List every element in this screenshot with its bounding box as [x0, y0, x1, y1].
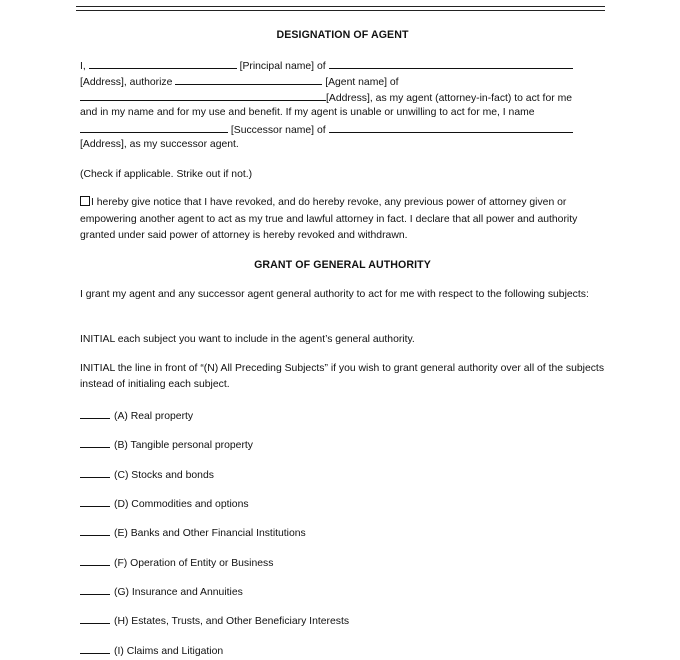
principal-address-field[interactable]: [329, 57, 573, 69]
principal-prefix: I,: [80, 61, 86, 72]
subject-item: [80, 495, 249, 513]
subject-item: [80, 612, 349, 630]
revocation-checkbox[interactable]: [80, 196, 90, 206]
initial-field[interactable]: [80, 612, 110, 624]
address-authorize-label: [Address], authorize: [80, 77, 173, 88]
grant-heading: GRANT OF GENERAL AUTHORITY: [254, 259, 431, 271]
top-rule: [76, 6, 605, 7]
initial-field[interactable]: [80, 583, 110, 595]
subject-item: [80, 466, 214, 484]
successor-address-line: [Address], as my successor agent.: [80, 139, 239, 150]
principal-name-field[interactable]: [89, 57, 237, 69]
revocation-paragraph: [80, 195, 605, 245]
subject-label: (G) Insurance and Annuities: [114, 587, 243, 598]
subject-label: (H) Estates, Trusts, and Other Beneficiary Interests: [114, 616, 350, 627]
initial-each-instruction: INITIAL each subject you want to include in the agent’s general authority.: [80, 334, 415, 345]
grant-intro: I grant my agent and any successor agent general authority to act for me with respect to the following subjects:: [80, 289, 589, 300]
subject-item: [80, 407, 193, 425]
subject-label: (E) Banks and Other Financial Institutions: [114, 528, 306, 539]
top-rule-double: [76, 10, 605, 11]
agent-name-field[interactable]: [175, 73, 322, 85]
agent-address-field[interactable]: [80, 89, 326, 101]
subject-label: (I) Claims and Litigation: [114, 646, 224, 657]
subject-item: [80, 524, 306, 542]
subject-item: [80, 554, 273, 572]
agent-address-label: [Address], as my agent (attorney-in-fact) to act for me: [326, 93, 573, 104]
successor-name-field[interactable]: [80, 121, 228, 133]
initial-field[interactable]: [80, 466, 110, 478]
initial-field[interactable]: [80, 407, 110, 419]
subject-label: (D) Commodities and options: [114, 499, 249, 510]
initial-field[interactable]: [80, 524, 110, 536]
agent-label: [Agent name] of: [325, 77, 399, 88]
subject-label: (A) Real property: [114, 411, 194, 422]
subject-label: (B) Tangible personal property: [114, 440, 254, 451]
initial-field[interactable]: [80, 495, 110, 507]
subject-label: (C) Stocks and bonds: [114, 470, 214, 481]
revocation-text: I hereby give notice that I have revoked, and do hereby revoke, any previous power of attorney given or empowering another agent to act as my true and lawful attorney in fact. I declare that all power and authority granted under said power of attorney is hereby revoked and withdrawn.: [80, 197, 578, 241]
successor-intro-line: and in my name and for my use and benefit. If my agent is unable or unwilling to act for me, I name: [80, 107, 535, 118]
initial-field[interactable]: [80, 436, 110, 448]
successor-label: [Successor name] of: [230, 125, 326, 136]
initial-all-instruction: INITIAL the line in front of “(N) All Preceding Subjects” if you wish to grant general authority over all of the subjects instead of initialing each subject.: [80, 363, 605, 390]
check-note: (Check if applicable. Strike out if not.): [80, 169, 253, 180]
subject-item: [80, 642, 223, 660]
subject-label: (F) Operation of Entity or Business: [114, 558, 274, 569]
principal-label: [Principal name] of: [239, 61, 326, 72]
initial-field[interactable]: [80, 554, 110, 566]
successor-address-field[interactable]: [329, 121, 573, 133]
initial-field[interactable]: [80, 642, 110, 654]
subject-item: [80, 583, 243, 601]
designation-heading: DESIGNATION OF AGENT: [276, 29, 409, 41]
subject-item: [80, 436, 253, 454]
